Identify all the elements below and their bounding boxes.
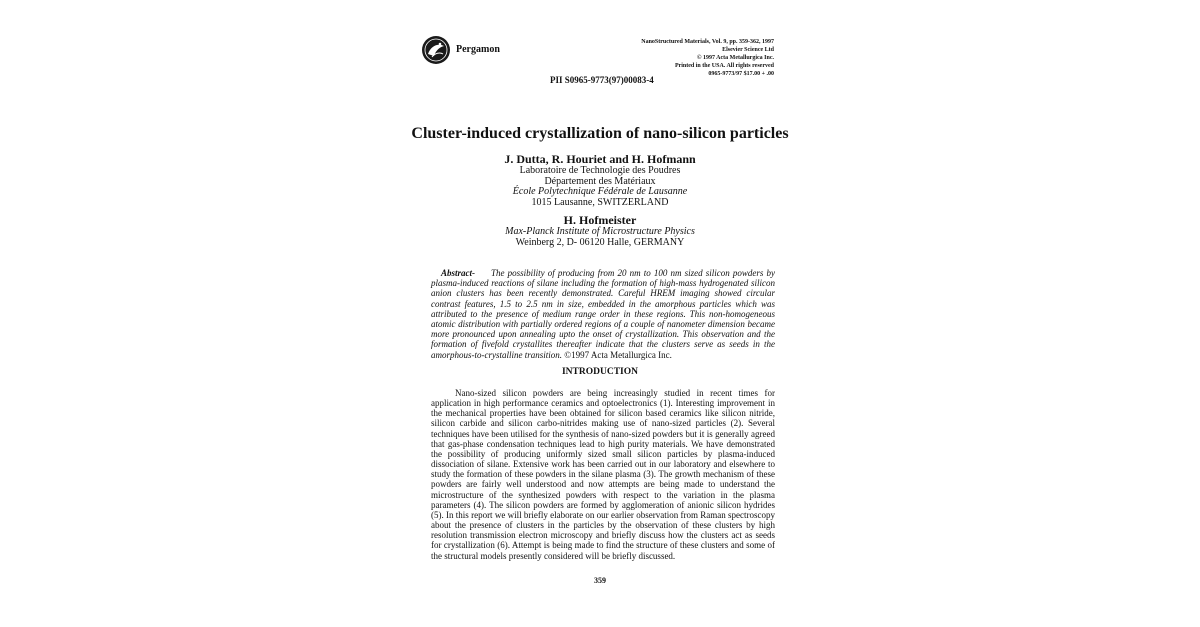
page-number: 359 [594,576,606,585]
journal-printed: Printed in the USA. All rights reserved [674,63,774,69]
affiliation-address: 1015 Lausanne, SWITZERLAND [531,196,669,208]
abstract-copyright: ©1997 Acta Metallurgica Inc. [564,349,672,360]
journal-copyright: © 1997 Acta Metallurgica Inc. [697,55,774,61]
authors-primary: J. Dutta, R. Houriet and H. Hofmann [504,152,696,166]
section-heading-introduction: INTRODUCTION [561,367,638,377]
journal-publisher: Elsevier Science Ltd [722,47,774,53]
affiliation-institute: Max-Planck Institute of Microstructure Physics [505,226,695,237]
affiliation-dept: Département des Matériaux [544,175,656,187]
introduction-paragraph: Nano-sized silicon powders are being increasingly studied in recent times for application in high performance ceramics and optoelectronics (1). Interesting improvement in the mechanical properties have been obtained for silicon based ceramics like silicon nitride, silicon carbide and silicon carbo-nitrides making use of nano-sized particles (2). Several techniques have been utilised for the synthesis of nano-sized powders but it is generally agreed that gas-phase condensation techniques lead to high purity materials. We have demonstrated the possibility of producing uniformly sized small silicon particles by plasma-induced dissociation of silane. Extensive work has been carried out in our laboratory and elsewhere to study the formation of these powders in the silane plasma (3). The growth mechanism of these powders are fairly well understood and now attempts are being made to understand the microstructure of the synthesized powders with respect to the variation in the plasma parameters (4). The silicon powders are formed by agglomeration of anionic silicon hydrides (5). In this report we will briefly elaborate on our earlier observation from Raman spectroscopy about the presence of clusters in the particles by the observation of these clusters by high resolution transmission electron microscopy and briefly discuss how the clusters act as seeds for crystallization (6). Attempt is being made to find the structure of these clusters and some of the structural models presently considered will be briefly discussed. [431,388,775,561]
affiliation-address-halle: Weinberg 2, D- 06120 Halle, GERMANY [515,236,685,248]
journal-citation: NanoStructured Materials, Vol. 9, pp. 359-362, 1997 [641,39,774,45]
affiliation-lausanne [400,166,800,208]
publisher-name: Pergamon [456,44,500,55]
journal-issn: 0965-9773/97 $17.00 + .00 [708,71,774,77]
paper-title: Cluster-induced crystallization of nano-silicon particles [411,125,789,142]
journal-info [574,38,774,78]
affiliation-halle [400,227,800,248]
pergamon-logo-icon [421,35,451,65]
affiliation-school: École Polytechnique Fédérale de Lausanne [512,186,688,197]
abstract [431,268,775,360]
authors-secondary: H. Hofmeister [563,213,637,227]
abstract-text: The possibility of producing from 20 nm to 100 nm sized silicon powders by plasma-induced reactions of silane including the formation of high-mass hydrogenated silicon anion clusters has been recently demonstrated. Careful HREM imaging showed circular contrast features, 1.5 to 2.5 nm in size, embedded in the amorphous particles which was attributed to the presence of medium range order in these regions. This non-homogeneous atomic distribution with partially ordered regions of a couple of nanometer dimension became more pronounced upon annealing upto the onset of crystallization. This observation and the formation of fivefold crystallites thereafter indicate that the clusters serve as seeds in the amorphous-to-crystalline transition. [431,268,775,360]
affiliation-lab: Laboratoire de Technologie des Poudres [519,165,681,176]
abstract-label: Abstract- [441,268,476,278]
pii-identifier: PII S0965-9773(97)00083-4 [550,75,654,85]
